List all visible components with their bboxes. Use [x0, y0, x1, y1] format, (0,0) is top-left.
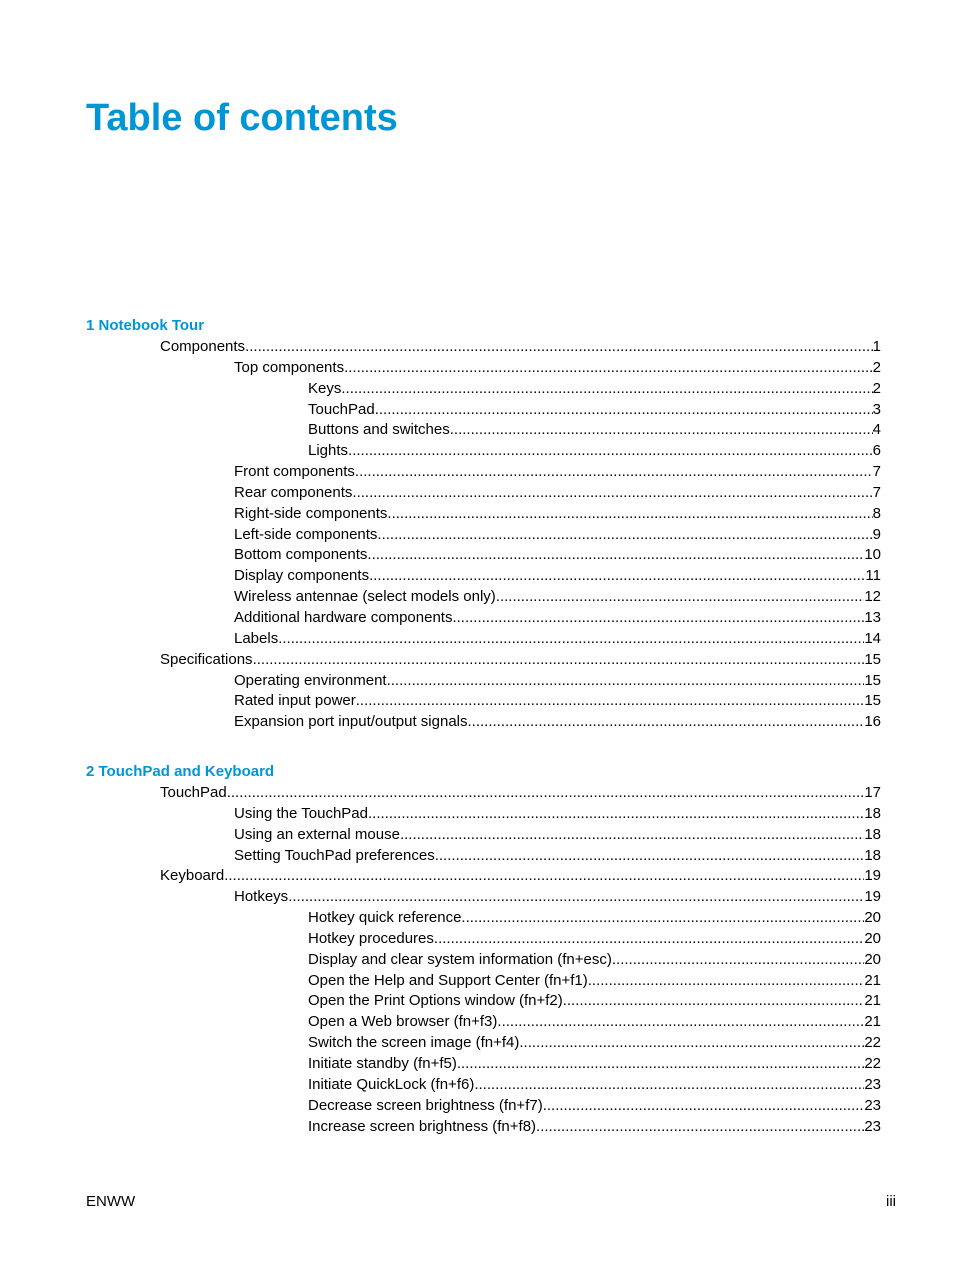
toc-entry-page-number: 19 — [864, 888, 881, 906]
dot-leader — [435, 846, 865, 867]
toc-entry[interactable] — [0, 929, 881, 950]
toc-entry-label: Additional hardware components — [234, 608, 453, 626]
toc-entry[interactable] — [0, 908, 881, 929]
toc-entry-page-number: 21 — [864, 992, 881, 1010]
toc-entry-label: Hotkey procedures — [308, 929, 434, 947]
toc-entry[interactable] — [0, 950, 881, 971]
toc-entry[interactable] — [0, 1096, 881, 1117]
toc-entry-label: Initiate standby (fn+f5) — [308, 1054, 457, 1072]
toc-entry[interactable] — [0, 1117, 881, 1138]
toc-entry[interactable] — [0, 1012, 881, 1033]
toc-entry-page-number: 23 — [864, 1096, 881, 1114]
toc-entry-page-number: 17 — [864, 784, 881, 801]
toc-entry[interactable] — [0, 804, 881, 825]
toc-entry[interactable] — [0, 825, 881, 846]
toc-entry[interactable] — [0, 629, 881, 650]
toc-entry[interactable] — [0, 379, 881, 400]
dot-leader — [344, 358, 873, 379]
toc-entry-page-number: 23 — [864, 1075, 881, 1093]
toc-entry[interactable] — [0, 587, 881, 608]
toc-entry-page-number: 21 — [864, 971, 881, 989]
toc-entry-page-number: 8 — [872, 504, 881, 522]
toc-entry-page-number: 20 — [864, 929, 881, 947]
dot-leader — [367, 545, 864, 566]
toc-entry[interactable] — [0, 971, 881, 992]
toc-entry[interactable] — [0, 691, 881, 712]
dot-leader — [341, 379, 872, 400]
toc-entry[interactable] — [0, 483, 881, 504]
dot-leader — [224, 866, 864, 887]
toc-entry-page-number: 7 — [872, 483, 881, 501]
toc-entry-label: Rear components — [234, 483, 353, 501]
toc-entry[interactable] — [0, 712, 881, 733]
toc-entry-label: Wireless antennae (select models only) — [234, 588, 496, 606]
toc-entry-page-number: 11 — [865, 567, 881, 585]
dot-leader — [536, 1117, 864, 1138]
toc-entry[interactable] — [0, 846, 881, 867]
page-title: Table of contents — [86, 97, 398, 139]
toc-entry[interactable] — [0, 783, 881, 804]
toc-entry-label: Open a Web browser (fn+f3) — [308, 1013, 498, 1031]
toc-entry-label: Lights — [308, 442, 349, 460]
dot-leader — [348, 441, 873, 462]
toc-entry-page-number: 12 — [864, 588, 881, 606]
dot-leader — [457, 1054, 864, 1075]
dot-leader — [468, 712, 865, 733]
dot-leader — [563, 991, 865, 1012]
toc-entry-label: Hotkeys — [234, 888, 289, 906]
toc-entry[interactable] — [0, 462, 881, 483]
dot-leader — [588, 971, 865, 992]
toc-entry-label: Setting TouchPad preferences — [234, 846, 435, 864]
toc-entry-label: Rated input power — [234, 692, 356, 710]
toc-entry-page-number: 15 — [864, 650, 881, 668]
toc-entry-label: Hotkey quick reference — [308, 909, 462, 927]
toc-entry-label: Display components — [234, 567, 370, 585]
toc-entry-page-number: 3 — [872, 400, 881, 418]
toc-entry-page-number: 19 — [864, 867, 881, 885]
dot-leader — [387, 504, 872, 525]
dot-leader — [474, 1075, 864, 1096]
toc-entry-label: Labels — [234, 629, 279, 647]
toc-entry-page-number: 1 — [872, 338, 881, 355]
toc-entry-label: Open the Help and Support Center (fn+f1) — [308, 971, 588, 989]
toc-entry-label: Front components — [234, 463, 355, 481]
dot-leader — [288, 887, 864, 908]
dot-leader — [519, 1033, 864, 1054]
dot-leader — [278, 629, 864, 650]
toc-entries-chapter-1 — [0, 337, 954, 733]
toc-entry-page-number: 15 — [864, 692, 881, 710]
toc-entry[interactable] — [0, 566, 881, 587]
toc-entry[interactable] — [0, 337, 881, 358]
toc-entry-page-number: 20 — [864, 909, 881, 927]
toc-entry[interactable] — [0, 1054, 881, 1075]
toc-entry[interactable] — [0, 525, 881, 546]
toc-entry-label: Increase screen brightness (fn+f8) — [308, 1117, 537, 1135]
dot-leader — [227, 783, 865, 804]
toc-entry-label: Buttons and switches — [308, 421, 450, 439]
chapter-heading[interactable]: 1 Notebook Tour — [86, 317, 205, 334]
toc-entry[interactable] — [0, 608, 881, 629]
toc-entry-page-number: 21 — [864, 1013, 881, 1031]
dot-leader — [450, 420, 873, 441]
toc-entry-page-number: 10 — [864, 546, 881, 564]
dot-leader — [612, 950, 864, 971]
toc-entry[interactable] — [0, 358, 881, 379]
toc-entry-label: Keys — [308, 379, 342, 397]
toc-entry-label: Left-side components — [234, 525, 378, 543]
toc-entry-page-number: 22 — [864, 1054, 881, 1072]
toc-entry[interactable] — [0, 441, 881, 462]
toc-entry-label: Open the Print Options window (fn+f2) — [308, 992, 563, 1010]
toc-entry-label: Components — [160, 338, 246, 355]
dot-leader — [375, 400, 873, 421]
toc-entry-label: Specifications — [160, 650, 253, 668]
toc-entry[interactable] — [0, 991, 881, 1012]
toc-entry[interactable] — [0, 671, 881, 692]
dot-leader — [543, 1096, 865, 1117]
toc-entry[interactable] — [0, 400, 881, 421]
dot-leader — [377, 525, 872, 546]
toc-entry-label: Initiate QuickLock (fn+f6) — [308, 1075, 475, 1093]
footer-page-number: iii — [886, 1193, 896, 1210]
toc-entry-label: Bottom components — [234, 546, 368, 564]
toc-entry[interactable] — [0, 545, 881, 566]
toc-entry-label: Switch the screen image (fn+f4) — [308, 1034, 520, 1052]
dot-leader — [368, 804, 864, 825]
dot-leader — [245, 337, 873, 358]
toc-entry[interactable] — [0, 866, 881, 887]
toc-entry-label: Display and clear system information (fn+esc) — [308, 950, 612, 968]
toc-entry-label: Using the TouchPad — [234, 804, 368, 822]
dot-leader — [352, 483, 872, 504]
toc-entry[interactable] — [0, 887, 881, 908]
dot-leader — [355, 462, 873, 483]
toc-entry-page-number: 18 — [864, 825, 881, 843]
toc-entry-label: Right-side components — [234, 504, 388, 522]
toc-entry-page-number: 18 — [864, 846, 881, 864]
toc-entry-page-number: 22 — [864, 1034, 881, 1052]
chapter-heading[interactable]: 2 TouchPad and Keyboard — [86, 763, 275, 780]
dot-leader — [387, 671, 865, 692]
toc-entry-page-number: 13 — [864, 608, 881, 626]
toc-entry[interactable] — [0, 420, 881, 441]
toc-entry-page-number: 20 — [864, 950, 881, 968]
toc-entry-page-number: 16 — [864, 713, 881, 731]
toc-entry-label: TouchPad — [160, 784, 227, 801]
toc-entry-page-number: 4 — [872, 421, 881, 439]
toc-entry-page-number: 7 — [872, 463, 881, 481]
toc-entry-page-number: 15 — [864, 671, 881, 689]
toc-entry-page-number: 6 — [872, 442, 881, 460]
dot-leader — [496, 587, 865, 608]
toc-entry-label: TouchPad — [308, 400, 375, 418]
toc-entries-chapter-2 — [0, 783, 954, 1137]
dot-leader — [400, 825, 864, 846]
toc-entry-label: Expansion port input/output signals — [234, 713, 468, 731]
toc-entry[interactable] — [0, 1075, 881, 1096]
dot-leader — [356, 691, 865, 712]
toc-entry-page-number: 2 — [872, 379, 881, 397]
dot-leader — [461, 908, 864, 929]
toc-entry-page-number: 9 — [872, 525, 881, 543]
dot-leader — [434, 929, 864, 950]
toc-entry[interactable] — [0, 650, 881, 671]
dot-leader — [497, 1012, 864, 1033]
toc-entry-page-number: 14 — [864, 629, 881, 647]
toc-entry-label: Decrease screen brightness (fn+f7) — [308, 1096, 543, 1114]
footer-doc-code: ENWW — [86, 1193, 136, 1210]
toc-entry[interactable] — [0, 1033, 881, 1054]
toc-entry-label: Operating environment — [234, 671, 387, 689]
toc-entry-label: Using an external mouse — [234, 825, 400, 843]
dot-leader — [253, 650, 865, 671]
toc-entry-label: Top components — [234, 358, 345, 376]
toc-entry-label: Keyboard — [160, 867, 225, 885]
toc-entry[interactable] — [0, 504, 881, 525]
dot-leader — [369, 566, 865, 587]
toc-entry-page-number: 23 — [864, 1117, 881, 1135]
toc-entry-page-number: 18 — [864, 804, 881, 822]
toc-entry-page-number: 2 — [872, 358, 881, 376]
dot-leader — [452, 608, 864, 629]
